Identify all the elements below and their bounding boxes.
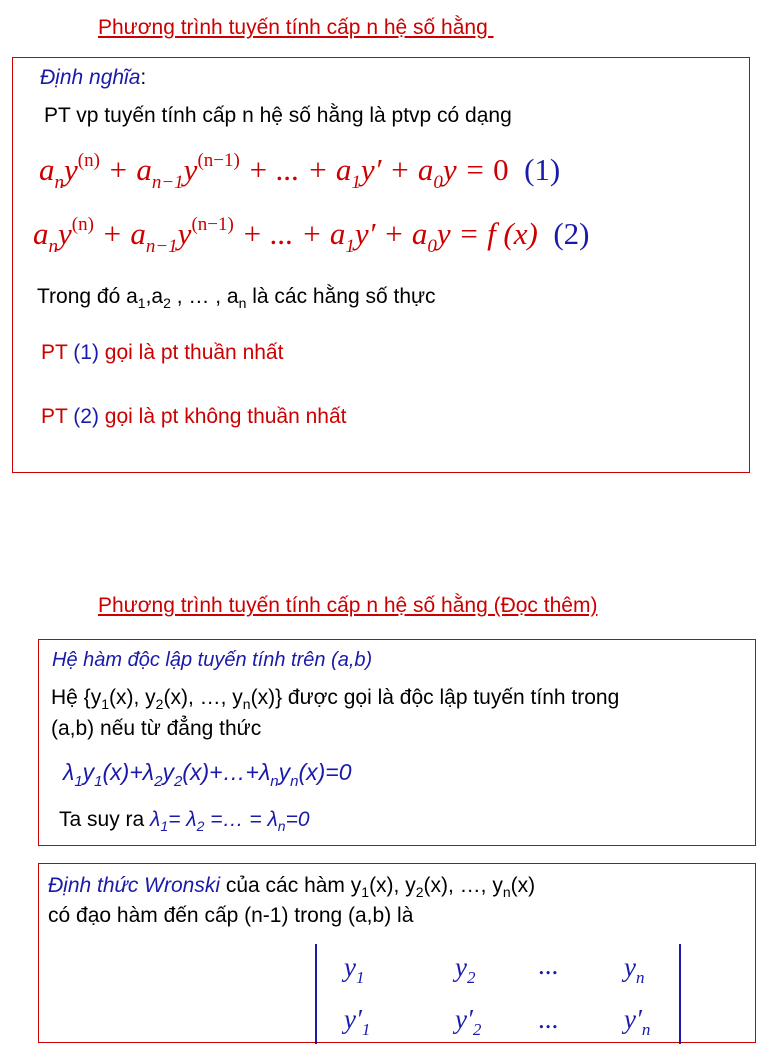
- matrix-cell-2-3: ...: [538, 1004, 559, 1034]
- wronski-line1: Định thức Wronski của các hàm $y_1(x)$, $y_2(x)$, …, $y_n(x)$: [48, 874, 536, 900]
- lambda-zero: $\lambda_1= \lambda_2$ =… = $\lambda_n=0$: [150, 808, 310, 834]
- equation-nonhomogeneous: $a_ny^{(n)} + a_{n-1}y^{(n-1)}$ + ... + $a_1y' + a_0y = f$ (x) (2): [33, 214, 590, 257]
- slide2-title: Phương trình tuyến tính cấp n hệ số hằng (Đọc thêm): [98, 594, 598, 617]
- determinant-left-bar: [315, 944, 317, 1044]
- wronski-box: [38, 863, 756, 1043]
- pt1-statement: [41, 341, 283, 365]
- definition-heading: [40, 66, 146, 90]
- matrix-cell-1-4: $y_n$: [624, 952, 645, 987]
- pt2-prefix: PT: [41, 405, 74, 428]
- definition-colon: :: [140, 66, 147, 89]
- linear-independence-box: [38, 639, 756, 846]
- constants-prefix: Trong đó a: [37, 285, 138, 308]
- linear-independence-heading: Hệ hàm độc lập tuyến tính trên (a,b): [52, 649, 373, 671]
- slide1-title: Phương trình tuyến tính cấp n hệ số hằng: [98, 16, 494, 39]
- conclusion-line: [59, 808, 310, 834]
- determinant-right-bar: [679, 944, 681, 1044]
- eq2-label: (2): [553, 216, 590, 251]
- matrix-cell-2-2: $y'_2$: [455, 1004, 482, 1039]
- pt1-text: gọi là pt thuần nhất: [98, 341, 284, 364]
- matrix-cell-1-2: $y_2$: [455, 952, 476, 987]
- definition-intro: PT vp tuyến tính cấp n hệ số hằng là ptvp có dạng: [44, 104, 512, 127]
- pt2-ref: (2): [73, 405, 99, 428]
- wronski-heading: Định thức Wronski: [48, 874, 221, 897]
- constants-suffix: là các hằng số thực: [246, 285, 436, 308]
- constants-mid1: ,a: [145, 285, 164, 308]
- eq2-rhs: f (x): [487, 216, 538, 251]
- pt1-ref: (1): [73, 341, 99, 364]
- eq1-rhs: 0: [493, 152, 509, 187]
- constants-note: Trong đó $a_1,a_2$ , … , $a_n$ là các hằng số thực: [37, 285, 436, 311]
- matrix-cell-2-4: $y'_n$: [624, 1004, 651, 1039]
- equation-homogeneous: $a_ny^{(n)} + a_{n-1}y^{(n-1)}$ + ... + $a_1y' + a_0y = 0$ (1): [39, 150, 561, 193]
- conclusion-prefix: Ta suy ra: [59, 808, 151, 831]
- matrix-cell-2-1: $y'_1$: [344, 1004, 371, 1039]
- definition-label: Định nghĩa: [40, 66, 141, 89]
- constants-mid2: , … , a: [170, 285, 239, 308]
- eq1-label: (1): [524, 152, 561, 187]
- pt2-text: gọi là pt không thuần nhất: [98, 405, 347, 428]
- pt1-prefix: PT: [41, 341, 74, 364]
- lambda-equation: $\lambda_1y_1(x)+\lambda_2y_2(x)+\dots+\lambda_ny_n(x)=0$: [63, 759, 352, 790]
- pt2-statement: [41, 405, 347, 429]
- independence-line2: (a,b) nếu từ đẳng thức: [51, 717, 262, 740]
- wronski-line2: có đạo hàm đến cấp (n-1) trong (a,b) là: [48, 904, 414, 927]
- matrix-cell-1-1: $y_1$: [344, 952, 365, 987]
- independence-line1: Hệ {$y_1(x)$, $y_2(x)$, …, $y_n(x)$} được gọi là độc lập tuyến tính trong: [51, 686, 620, 712]
- definition-box: [12, 57, 750, 473]
- matrix-cell-1-3: ...: [538, 950, 559, 980]
